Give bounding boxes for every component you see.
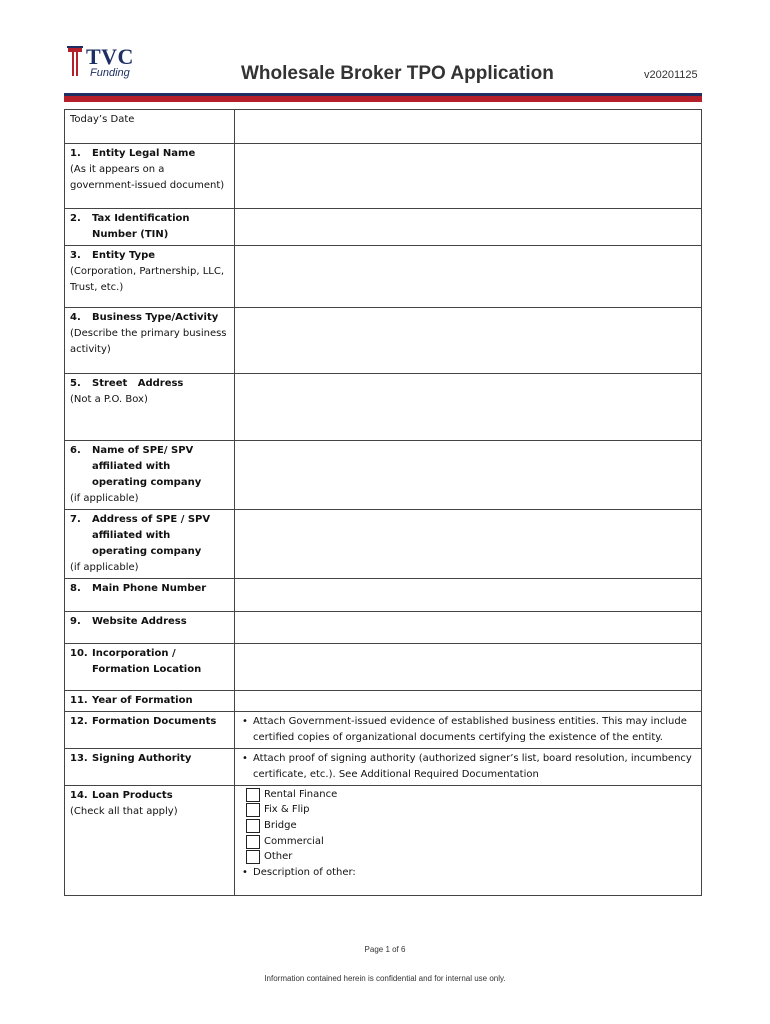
table-row: [65, 110, 702, 144]
label-text: Tax Identification Number (TIN): [92, 213, 190, 240]
checkbox-option-other[interactable]: [240, 849, 696, 865]
label-text: Loan Products: [92, 790, 173, 801]
row-label-loan-products: [65, 786, 235, 896]
loan-products-options: [235, 786, 702, 896]
label-text: Website Address: [92, 616, 187, 627]
label-text: Formation Documents: [92, 716, 217, 727]
signing-authority-instructions: [235, 749, 702, 786]
checkbox-option-bridge[interactable]: [240, 818, 696, 834]
table-row: [65, 691, 702, 712]
label-subtext: (Corporation, Partnership, LLC, Trust, etc.): [70, 266, 225, 293]
input-tin[interactable]: [235, 209, 702, 246]
label-subtext: (if applicable): [70, 493, 139, 504]
option-label: Commercial: [264, 835, 324, 847]
row-number: 3.: [70, 250, 81, 261]
input-entity-legal-name[interactable]: [235, 144, 702, 209]
page-title: Wholesale Broker TPO Application: [241, 63, 554, 84]
logo-pillar-icon: [66, 46, 84, 78]
row-number: 12.: [70, 716, 88, 727]
row-label-entity-type: [65, 246, 235, 308]
row-number: 8.: [70, 583, 81, 594]
table-row: [65, 441, 702, 510]
row-label-year-formation: [65, 691, 235, 712]
input-website[interactable]: [235, 612, 702, 644]
page-number: Page 1 of 6: [364, 945, 406, 954]
table-row: [65, 644, 702, 691]
table-row: [65, 786, 702, 896]
label-text: Signing Authority: [92, 753, 192, 764]
row-label-incorporation: [65, 644, 235, 691]
input-entity-type[interactable]: [235, 246, 702, 308]
label-subtext: (As it appears on a government-issued document): [70, 164, 225, 191]
row-label-todays-date: [65, 110, 235, 144]
row-number: 7.: [70, 514, 81, 525]
input-business-type[interactable]: [235, 308, 702, 374]
table-row: [65, 209, 702, 246]
logo-subtitle: Funding: [90, 67, 130, 79]
input-street-address[interactable]: [235, 374, 702, 441]
label-text: Business Type/Activity: [92, 312, 219, 323]
confidentiality-note: Information contained herein is confidential and for internal use only.: [264, 974, 506, 983]
option-label: Bridge: [264, 819, 297, 831]
checkbox-option-rental-finance[interactable]: [240, 787, 696, 803]
header-rule-red: [64, 96, 702, 102]
table-row: [65, 749, 702, 786]
label-text: Incorporation / Formation Location: [92, 648, 202, 675]
instruction-text: • Attach proof of signing authority (authorized signer’s list, board resolution, incumbency certificate, etc.). See Additional Required Documentation: [240, 751, 696, 783]
checkbox[interactable]: [246, 850, 260, 864]
row-label-formation-docs: [65, 712, 235, 749]
row-label-street-address: [65, 374, 235, 441]
row-number: 13.: [70, 753, 88, 764]
label-text: Entity Legal Name: [92, 148, 196, 159]
instruction-text: • Attach Government-issued evidence of established business entities. This may include certified copies of organizational documents certifying the existence of the entity.: [240, 714, 696, 746]
row-label-business-type: [65, 308, 235, 374]
label-text: Entity Type: [92, 250, 156, 261]
row-number: 5.: [70, 378, 81, 389]
row-label-signing-authority: [65, 749, 235, 786]
label-subtext: (if applicable): [70, 562, 139, 573]
input-spe-name[interactable]: [235, 441, 702, 510]
input-spe-address[interactable]: [235, 510, 702, 579]
checkbox[interactable]: [246, 803, 260, 817]
table-row: [65, 246, 702, 308]
row-number: 9.: [70, 616, 81, 627]
table-row: [65, 712, 702, 749]
checkbox-option-fix-flip[interactable]: [240, 803, 696, 819]
row-number: 4.: [70, 312, 81, 323]
label-text: Year of Formation: [92, 695, 193, 706]
label-text: Today’s Date: [70, 114, 135, 125]
other-description-field[interactable]: • Description of other:: [240, 865, 696, 881]
input-year-formation[interactable]: [235, 691, 702, 712]
row-label-tin: [65, 209, 235, 246]
input-incorporation[interactable]: [235, 644, 702, 691]
table-row: [65, 510, 702, 579]
label-text: Street Address: [92, 378, 184, 389]
label-text: Main Phone Number: [92, 583, 207, 594]
row-label-main-phone: [65, 579, 235, 612]
logo-name: TVC: [86, 44, 134, 69]
company-logo: [66, 44, 146, 86]
table-row: [65, 308, 702, 374]
checkbox-option-commercial[interactable]: [240, 834, 696, 850]
table-row: [65, 374, 702, 441]
label-subtext: (Describe the primary business activity): [70, 328, 227, 355]
table-row: [65, 612, 702, 644]
option-label: Other: [264, 851, 293, 863]
label-text: Name of SPE/ SPV affiliated with operating company: [92, 445, 202, 488]
label-subtext: (Not a P.O. Box): [70, 394, 148, 405]
table-row: [65, 579, 702, 612]
row-number: 6.: [70, 445, 81, 456]
row-number: 11.: [70, 695, 88, 706]
checkbox[interactable]: [246, 835, 260, 849]
label-subtext: (Check all that apply): [70, 806, 178, 817]
row-label-spe-address: [65, 510, 235, 579]
row-label-spe-name: [65, 441, 235, 510]
checkbox[interactable]: [246, 788, 260, 802]
row-number: 10.: [70, 648, 88, 659]
row-label-website: [65, 612, 235, 644]
row-number: 2.: [70, 213, 81, 224]
version-label: v20201125: [644, 69, 698, 81]
formation-docs-instructions: [235, 712, 702, 749]
row-number: 14.: [70, 790, 88, 801]
table-row: [65, 144, 702, 209]
label-text: Address of SPE / SPV affiliated with operating company: [92, 514, 211, 557]
option-label: Rental Finance: [264, 788, 338, 800]
input-main-phone[interactable]: [235, 579, 702, 612]
option-label: Fix & Flip: [264, 804, 310, 816]
input-todays-date[interactable]: [235, 110, 702, 144]
checkbox[interactable]: [246, 819, 260, 833]
row-label-entity-legal-name: [65, 144, 235, 209]
application-form-table: [64, 109, 702, 896]
row-number: 1.: [70, 148, 81, 159]
